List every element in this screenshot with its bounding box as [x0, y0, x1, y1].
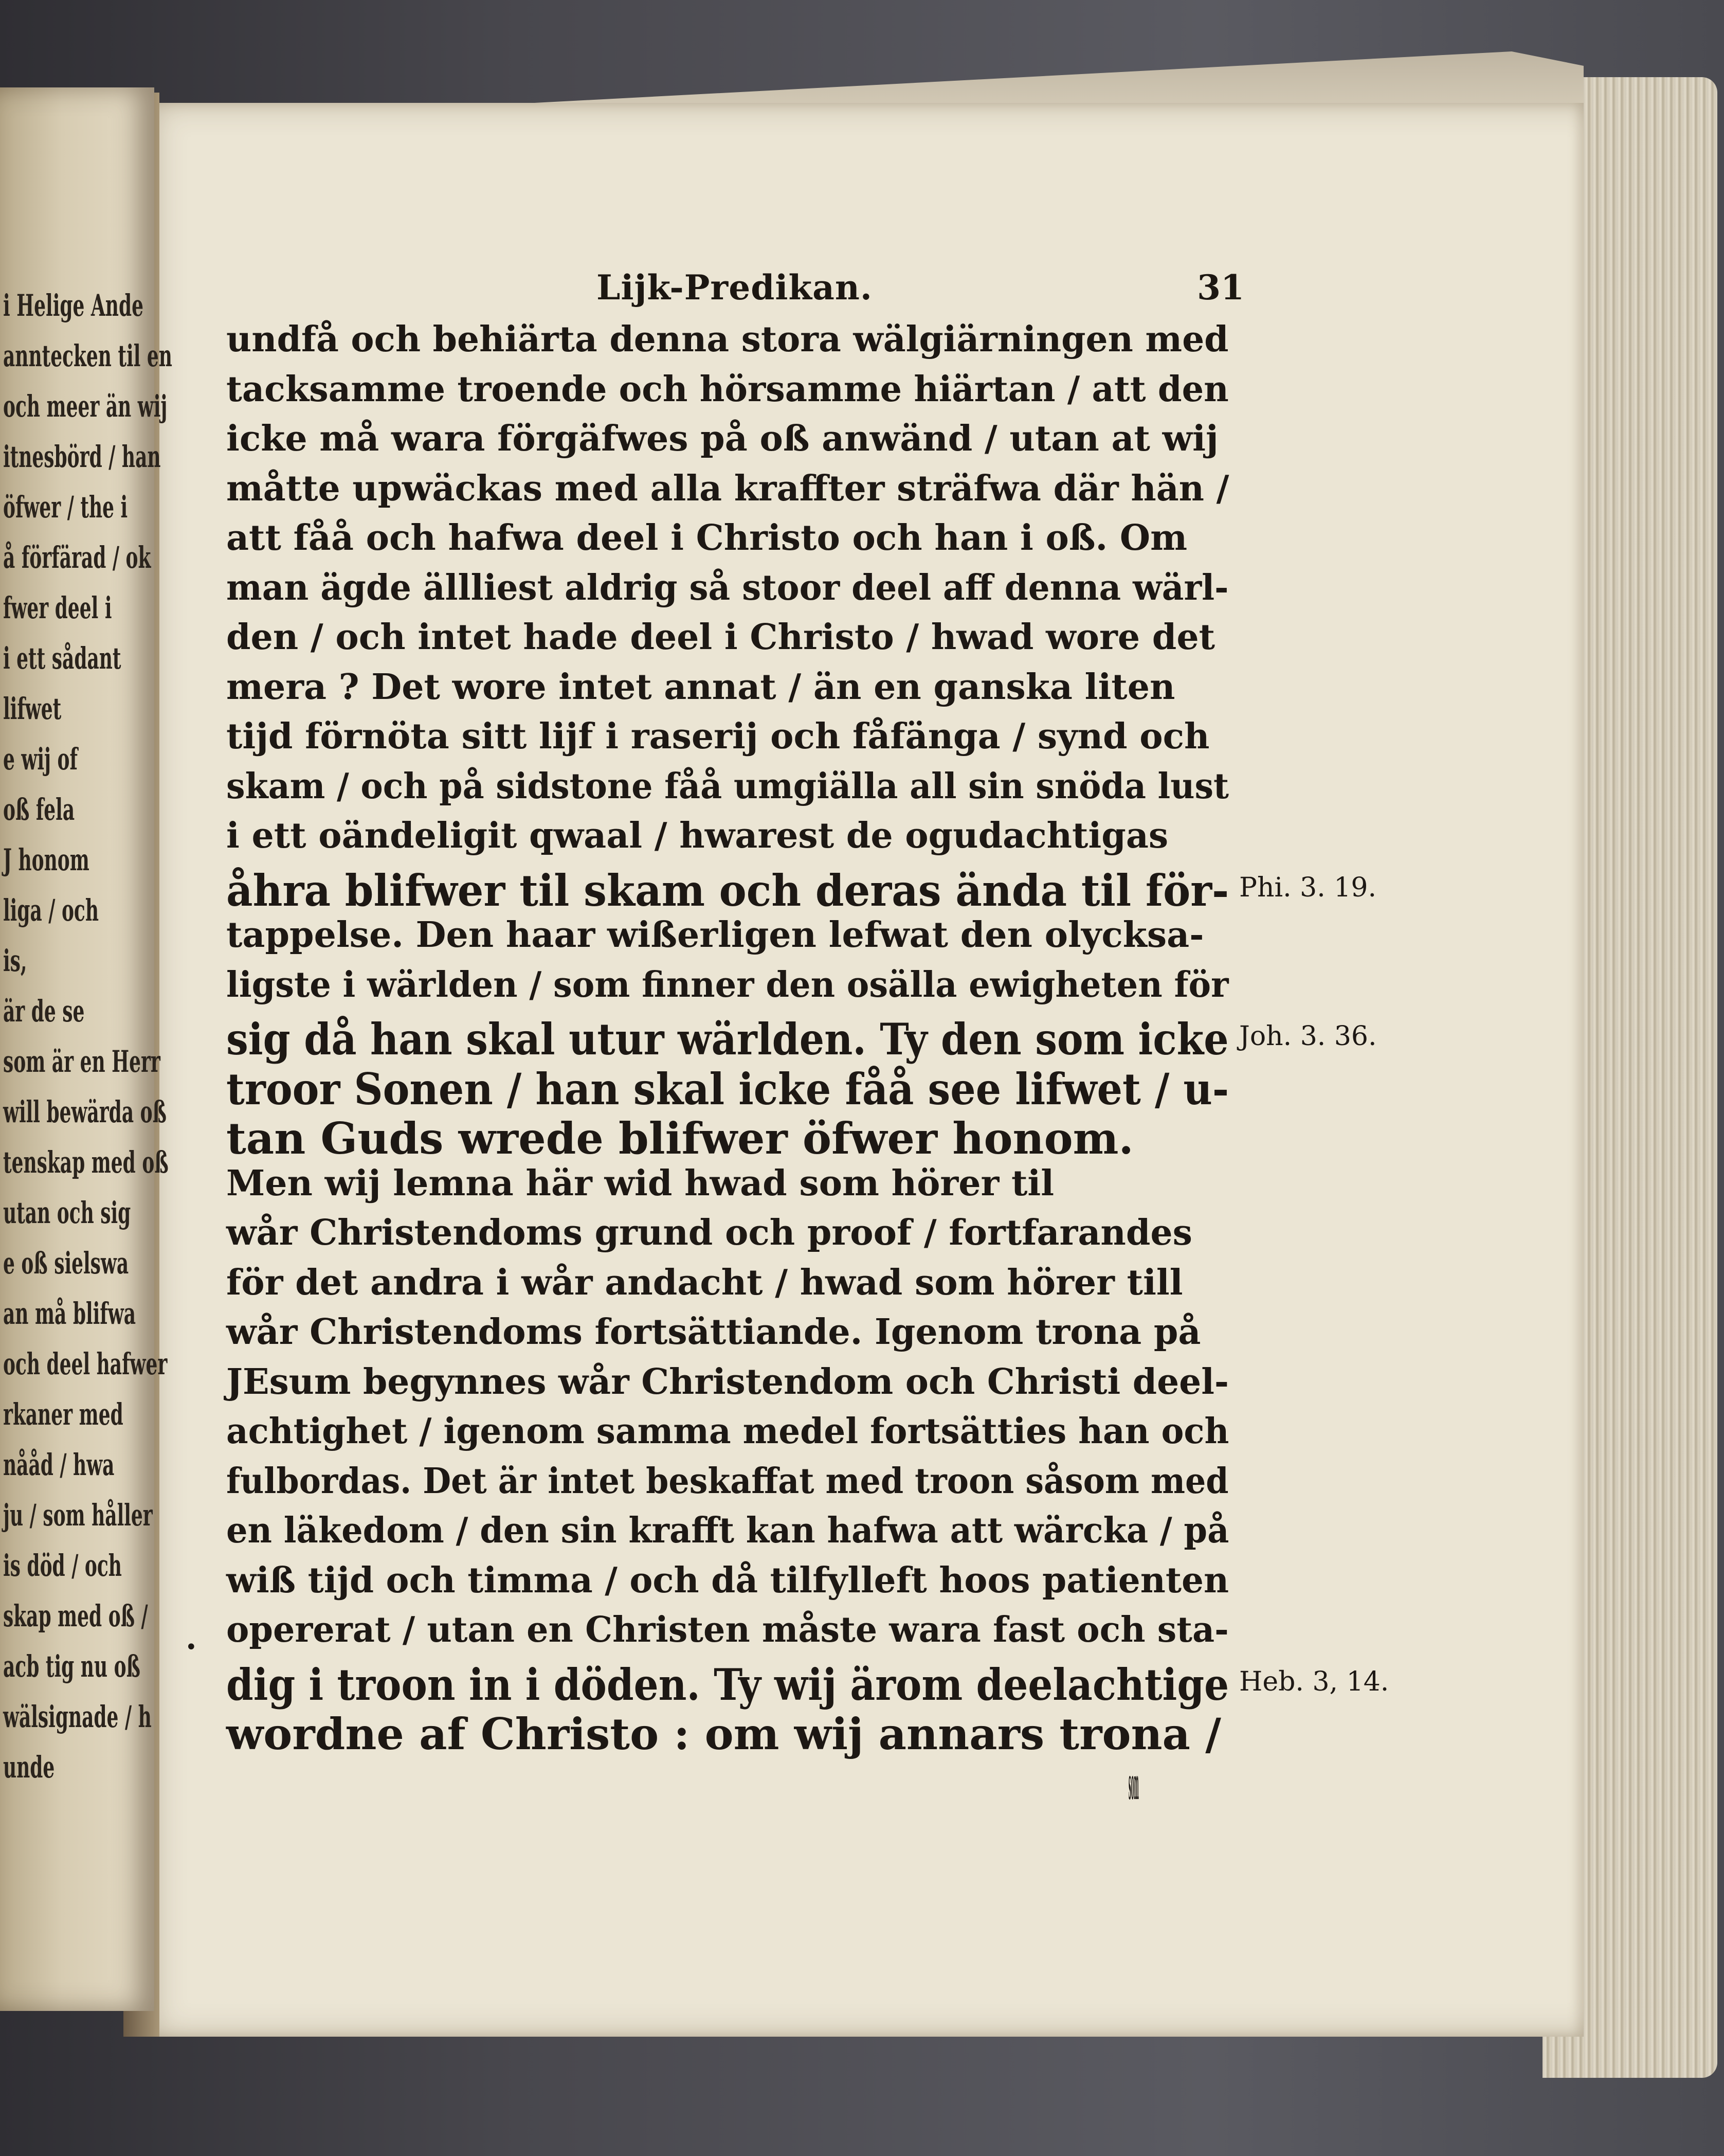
body-line: mera ? Det wore intet annat / än en ganska liten — [226, 666, 1175, 708]
body-line: wiß tijd och timma / och då tilfylleft hoos patienten — [226, 1559, 1229, 1601]
margin-note: Heb. 3, 14. — [1239, 1666, 1389, 1697]
body-line: ligste i wärlden / som finner den osälla ewigheten för — [226, 964, 1229, 1005]
margin-note: Phi. 3. 19. — [1239, 872, 1377, 903]
left-page-line: är de se — [3, 994, 85, 1029]
body-line: tappelse. Den haar wißerligen lefwat den olycksa- — [226, 914, 1204, 956]
left-page-line: å förfärad / ok — [3, 540, 151, 575]
body-line: man ägde ällliest aldrig så stoor deel aff denna wärl- — [226, 567, 1229, 608]
margin-note: Joh. 3. 36. — [1239, 1021, 1377, 1052]
left-page-line: liga / och — [3, 893, 99, 928]
body-line: den / och intet hade deel i Christo / hwad wore det — [226, 617, 1215, 658]
left-page-line: e wij of — [3, 742, 78, 777]
left-page-line: unde — [3, 1750, 55, 1785]
body-line: sig då han skal utur wärlden. Ty den som icke — [226, 1014, 1229, 1065]
left-page-line: rkaner med — [3, 1397, 123, 1432]
page-number: 31 — [1197, 267, 1244, 308]
body-line: wår Christendoms grund och proof / fortfarandes — [226, 1212, 1192, 1253]
body-line: för det andra i wår andacht / hwad som hörer till — [226, 1262, 1183, 1303]
left-page-line: och meer än wij — [3, 389, 168, 424]
body-line: Men wij lemna här wid hwad som hörer til — [226, 1162, 1055, 1204]
page-header — [596, 267, 1244, 309]
body-line: troor Sonen / han skal icke fåå see lifwet / u- — [226, 1063, 1229, 1115]
left-page-line: utan och sig — [3, 1195, 131, 1230]
left-page-line: fwer deel i — [3, 590, 112, 625]
body-line: wordne af Christo : om wij annars trona / — [226, 1709, 1221, 1759]
body-line: undfå och behiärta denna stora wälgiärningen med — [226, 319, 1229, 360]
left-page-line: lifwet — [3, 691, 62, 726]
left-page-line: e oß sielswa — [3, 1246, 129, 1281]
left-page-line: i Helige Ande — [3, 288, 143, 323]
body-line: åhra blifwer til skam och deras ända til för- — [226, 865, 1229, 916]
left-page-line: itnesbörd / han — [3, 439, 161, 474]
body-line: att fåå och hafwa deel i Christo och han i oß. Om — [226, 517, 1188, 559]
left-page-line: wälsignade / h — [3, 1699, 152, 1734]
left-page-line: öfwer / the i — [3, 490, 128, 525]
body-line: achtighet / igenom samma medel fortsätties han och — [226, 1411, 1229, 1452]
left-page-line: anntecken til en — [3, 338, 172, 373]
body-line: en läkedom / den sin krafft kan hafwa att wärcka / på — [226, 1510, 1229, 1551]
running-head: Lijk-Predikan. — [596, 267, 873, 308]
left-page-line: will bewärda oß — [3, 1094, 167, 1129]
body-line: fulbordas. Det är intet beskaffat med troon såsom med — [226, 1460, 1229, 1502]
body-line: skam / och på sidstone fåå umgiälla all sin snöda lust — [226, 765, 1229, 807]
left-page — [0, 87, 172, 2011]
left-page-line: skap med oß / — [3, 1598, 148, 1633]
left-page-line: an må blifwa — [3, 1296, 136, 1331]
margin-dot: • — [185, 1636, 197, 1659]
left-page-line: nååd / hwa — [3, 1447, 115, 1482]
left-page-line: ju / som håller — [3, 1498, 153, 1533]
body-line: dig i troon in i döden. Ty wij ärom deelachtige — [226, 1659, 1229, 1710]
left-page-line: is, — [3, 943, 27, 978]
body-line: tijd förnöta sitt lijf i raserij och fåfänga / synd och — [226, 716, 1210, 757]
left-page-line: oß fela — [3, 792, 75, 827]
body-line: JEsum begynnes wår Christendom och Christi deel- — [226, 1361, 1229, 1403]
left-page-line: och deel hafwer — [3, 1346, 168, 1381]
left-page-line: som är en Herr — [3, 1044, 160, 1079]
body-line: som — [1129, 1758, 1139, 1809]
left-page-line: tenskap med oß — [3, 1145, 169, 1180]
body-line: icke må wara förgäfwes på oß anwänd / utan at wij — [226, 418, 1219, 459]
body-line: i ett oändeligit qwaal / hwarest de ogudachtigas — [226, 815, 1169, 856]
left-page-line: J honom — [3, 842, 89, 877]
body-line: opererat / utan en Christen måste wara fast och sta- — [226, 1609, 1229, 1650]
body-line: wår Christendoms fortsättiande. Igenom trona på — [226, 1311, 1201, 1353]
left-page-line: acb tig nu oß — [3, 1649, 140, 1684]
body-line: måtte upwäckas med alla kraffter sträfwa där hän / — [226, 468, 1229, 509]
body-line: tacksamme troende och hörsamme hiärtan / att den — [226, 368, 1229, 410]
left-page-line: i ett sådant — [3, 641, 121, 676]
left-page-line: is död / och — [3, 1548, 122, 1583]
body-line: tan Guds wrede blifwer öfwer honom. — [226, 1113, 1134, 1164]
